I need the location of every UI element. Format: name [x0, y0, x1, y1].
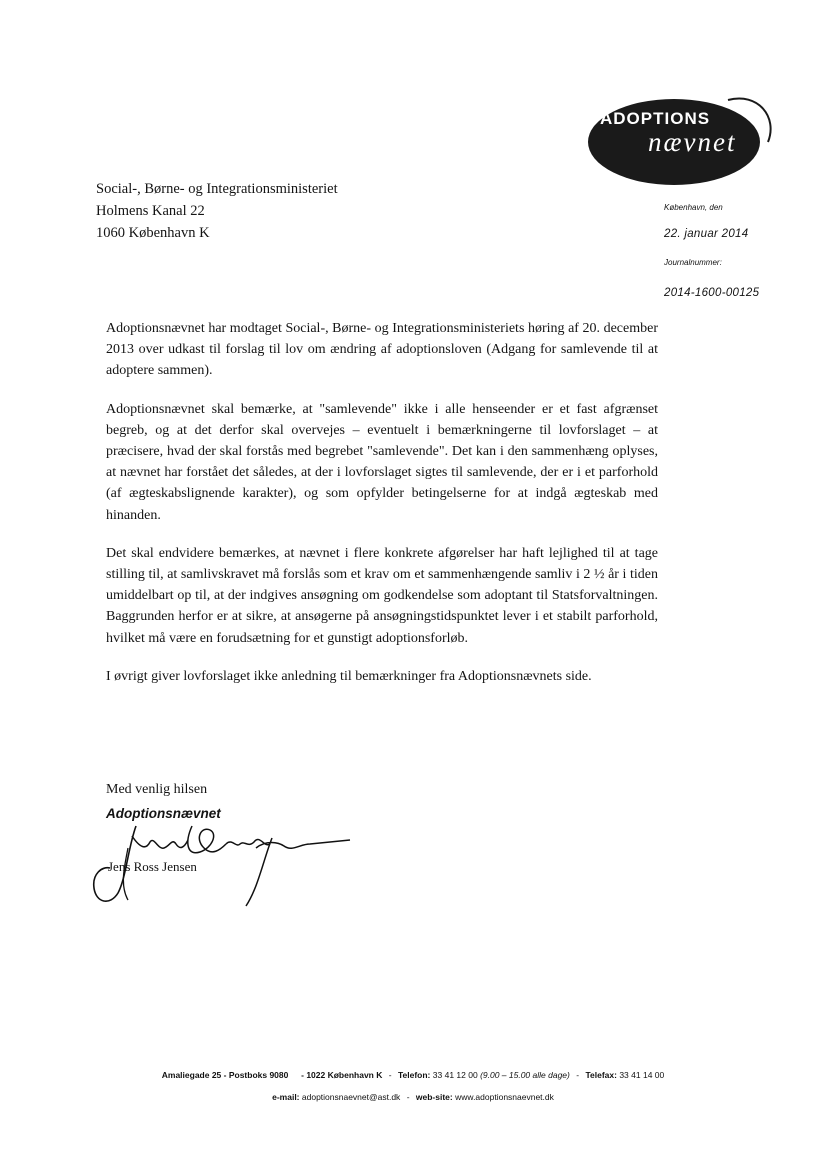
footer-address: Amaliegade 25 - Postboks 9080 [161, 1070, 289, 1080]
footer-web[interactable]: www.adoptionsnaevnet.dk [455, 1092, 554, 1102]
footer-fax: 33 41 14 00 [619, 1070, 665, 1080]
paragraph-3: Det skal endvidere bemærkes, at nævnet i flere konkrete afgørelser har haft lejlighed til at tage stilling til, at samlivskravet må forslås som et krav om et sammenhængende samliv i 2 ½ år i tiden umiddelbart op til, at der indgives ansøgning om godkendelse som adoptant til Statsforvaltningen. Baggrunden herfor er at sikre, at ansøgerne på ansøgningstidspunktet lever i et stabilt parforhold, hvilket må være en forudsætning for et gunstigt adoptionsforløb. [106, 545, 658, 646]
signing-organization: Adoptionsnævnet [106, 806, 221, 821]
footer-fax-label: Telefax: [585, 1070, 617, 1080]
recipient-street: Holmens Kanal 22 [96, 203, 205, 219]
letter-date: 22. januar 2014 [664, 228, 749, 240]
logo-line2: nævnet [648, 127, 737, 157]
journal-number: 2014-1600-00125 [664, 287, 760, 299]
footer-line-2: e-mail: adoptionsnaevnet@ast.dk - web-site: www.adoptionsnaevnet.dk [272, 1092, 554, 1102]
place-label: København, den [664, 203, 723, 212]
footer-email-label: e-mail: [272, 1092, 300, 1102]
footer-email[interactable]: adoptionsnaevnet@ast.dk [301, 1092, 401, 1102]
paragraph-1: Adoptionsnævnet har modtaget Social-, Børne- og Integrationsministeriets høring af 20. december 2013 over udkast til forslag til lov om ændring af adoptionsloven (Adgang for samlevende til at adoptere sammen). [106, 321, 658, 379]
adoptionsnaevnet-logo [588, 82, 778, 188]
footer-line-1: Amaliegade 25 - Postboks 9080 - 1022 København K - Telefon: 33 41 12 00 (9.00 – 15.00 alle dage) - Telefax: 33 41 14 00 [161, 1070, 665, 1080]
paragraph-4: I øvrigt giver lovforslaget ikke anledning til bemærkninger fra Adoptionsnævnets side. [106, 668, 592, 684]
footer-phone-hours: (9.00 – 15.00 alle dage) [480, 1070, 570, 1080]
footer-web-label: web-site: [415, 1092, 453, 1102]
journal-label: Journalnummer: [664, 258, 722, 267]
handwritten-signature [88, 808, 358, 913]
recipient-name: Social-, Børne- og Integrationsministeriet [96, 181, 338, 197]
footer-phone: 33 41 12 00 [432, 1070, 478, 1080]
letter-meta [664, 203, 784, 299]
recipient-address [96, 178, 338, 244]
signer-name: Jens Ross Jensen [108, 859, 197, 874]
paragraph-2: Adoptionsnævnet skal bemærke, at "samlevende" ikke i alle henseender er et fast afgrænset begreb, og at det derfor skal overvejes – eventuelt i bemærkningerne til lovforslaget – at præcisere, hvad der skal forstås med begrebet "samlevende". Det kan i den sammenhæng oplyses, at nævnet har forstået det således, at der i lovforslaget sigtes til samlevende, der er i et parforhold (af ægteskabslignende karakter), og som opfylder betingelserne for at indgå ægteskab med hinanden. [106, 401, 658, 523]
logo-line1: ADOPTIONS [600, 109, 711, 128]
footer-phone-label: Telefon: [397, 1070, 431, 1080]
footer-city: - 1022 København K [301, 1070, 383, 1080]
closing-greeting: Med venlig hilsen [106, 782, 208, 797]
letter-body [106, 318, 658, 704]
recipient-city: 1060 København K [96, 225, 210, 241]
